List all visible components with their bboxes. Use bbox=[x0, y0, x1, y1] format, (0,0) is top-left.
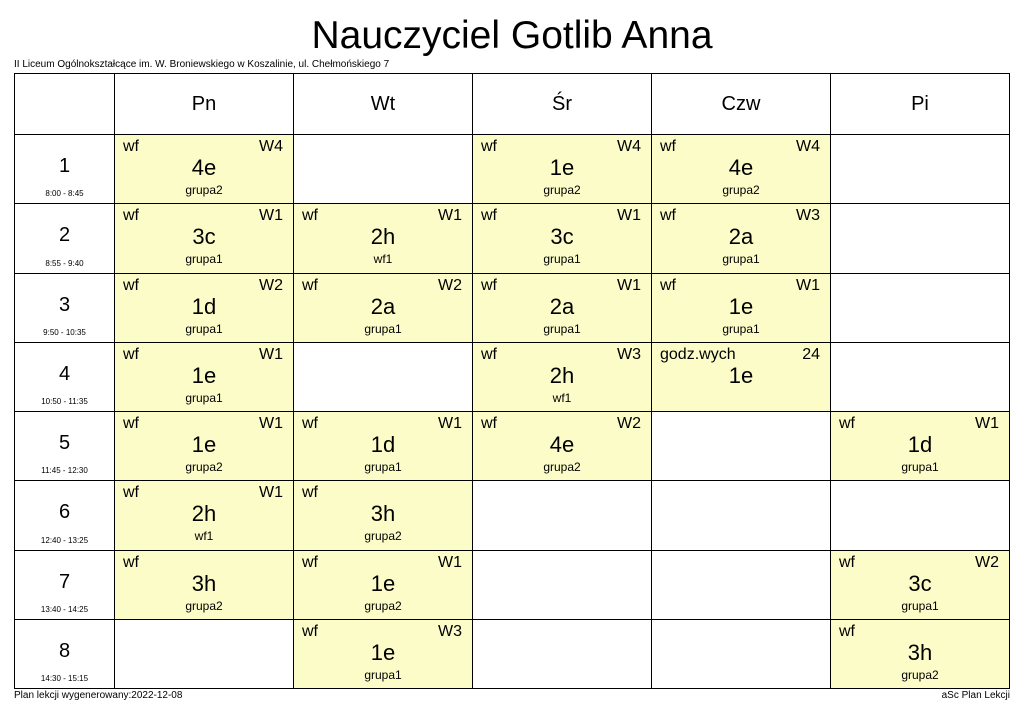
empty-cell bbox=[294, 342, 473, 411]
lesson-cell bbox=[115, 550, 294, 619]
lesson-room: W2 bbox=[617, 415, 641, 432]
period-time: 10:50 - 11:35 bbox=[41, 397, 88, 406]
lesson-subject: wf bbox=[839, 553, 855, 571]
lesson-cell bbox=[473, 342, 652, 411]
period-time: 12:40 - 13:25 bbox=[40, 535, 89, 545]
period-number: 5 bbox=[58, 432, 71, 454]
lesson-group: grupa2 bbox=[364, 598, 402, 613]
empty-cell bbox=[831, 481, 1010, 550]
lesson-group: wf1 bbox=[194, 529, 214, 544]
lesson-cell bbox=[115, 135, 294, 204]
lesson-cell bbox=[652, 204, 831, 273]
lesson-room: 24 bbox=[802, 345, 820, 363]
lesson-subject: wf bbox=[481, 415, 497, 432]
lesson-group: grupa2 bbox=[185, 183, 223, 197]
period-cell bbox=[15, 273, 115, 342]
lesson-group: grupa2 bbox=[901, 667, 939, 682]
lesson-class: 2a bbox=[549, 293, 575, 319]
lesson-subject: wf bbox=[839, 622, 855, 640]
lesson-class: 3c bbox=[192, 224, 216, 250]
lesson-class: 1e bbox=[370, 639, 396, 665]
school-name: II Liceum Ogólnokształcące im. W. Broniewskiego w Koszalinie, ul. Chełmońskiego 7 bbox=[14, 59, 390, 70]
lesson-cell bbox=[115, 273, 294, 342]
empty-cell bbox=[473, 619, 652, 688]
day-header: Czw bbox=[652, 74, 831, 135]
lesson-cell bbox=[294, 273, 473, 342]
lesson-group: grupa2 bbox=[364, 529, 402, 544]
lesson-room: W4 bbox=[617, 138, 641, 155]
period-number: 4 bbox=[58, 362, 71, 385]
lesson-class: 3c bbox=[908, 570, 932, 596]
empty-cell bbox=[652, 550, 831, 619]
lesson-room: W1 bbox=[438, 207, 462, 225]
lesson-subject: godz.wych bbox=[660, 345, 736, 363]
timetable bbox=[14, 73, 1010, 689]
lesson-subject: wf bbox=[302, 553, 318, 571]
lesson-cell bbox=[115, 412, 294, 481]
lesson-group: grupa1 bbox=[543, 321, 581, 336]
period-time: 14:30 - 15:15 bbox=[40, 674, 89, 683]
lesson-room: W1 bbox=[617, 207, 641, 225]
lesson-class: 4e bbox=[728, 155, 754, 180]
lesson-subject: wf bbox=[481, 276, 497, 294]
lesson-subject: wf bbox=[302, 207, 318, 225]
empty-cell bbox=[115, 619, 294, 688]
lesson-cell bbox=[115, 342, 294, 411]
lesson-class: 1e bbox=[191, 362, 217, 388]
lesson-room: W2 bbox=[438, 276, 462, 294]
empty-cell bbox=[294, 135, 473, 204]
lesson-class: 3h bbox=[370, 501, 396, 527]
period-time: 13:40 - 14:25 bbox=[40, 604, 89, 614]
lesson-group: wf1 bbox=[552, 390, 572, 405]
lesson-cell bbox=[652, 273, 831, 342]
lesson-subject: wf bbox=[481, 207, 497, 225]
lesson-group: grupa1 bbox=[901, 598, 939, 613]
lesson-room: W1 bbox=[259, 345, 283, 363]
lesson-cell bbox=[831, 619, 1010, 688]
lesson-cell bbox=[473, 204, 652, 273]
lesson-room: W4 bbox=[259, 138, 283, 155]
period-row bbox=[15, 342, 1010, 411]
lesson-subject: wf bbox=[123, 415, 139, 432]
generated-date: Plan lekcji wygenerowany:2022-12-08 bbox=[14, 690, 183, 701]
period-row bbox=[15, 135, 1010, 204]
empty-cell bbox=[831, 342, 1010, 411]
lesson-group: grupa1 bbox=[364, 321, 402, 336]
lesson-group: grupa2 bbox=[543, 460, 581, 474]
period-cell bbox=[15, 550, 115, 619]
lesson-subject: wf bbox=[660, 207, 676, 225]
lesson-cell bbox=[294, 550, 473, 619]
lesson-group: grupa1 bbox=[185, 252, 223, 267]
lesson-class: 4e bbox=[191, 155, 217, 180]
period-row bbox=[15, 481, 1010, 550]
lesson-cell bbox=[115, 481, 294, 550]
lesson-class: 1d bbox=[370, 432, 396, 457]
empty-cell bbox=[652, 481, 831, 550]
empty-cell bbox=[652, 412, 831, 481]
lesson-group: grupa2 bbox=[543, 183, 581, 197]
day-header: Pn bbox=[115, 74, 294, 135]
lesson-class: 3h bbox=[191, 570, 217, 596]
lesson-class: 2h bbox=[370, 224, 396, 250]
lesson-subject: wf bbox=[123, 345, 139, 363]
lesson-room: W1 bbox=[259, 207, 283, 225]
lesson-class: 1e bbox=[728, 362, 754, 388]
lesson-room: W1 bbox=[975, 415, 999, 432]
lesson-subject: wf bbox=[481, 138, 497, 155]
lesson-class: 1e bbox=[370, 570, 396, 596]
lesson-subject: wf bbox=[123, 207, 139, 225]
lesson-subject: wf bbox=[302, 484, 318, 502]
lesson-cell bbox=[473, 135, 652, 204]
lesson-room: W3 bbox=[617, 345, 641, 363]
lesson-cell bbox=[652, 342, 831, 411]
period-number: 7 bbox=[58, 570, 71, 593]
empty-cell bbox=[652, 619, 831, 688]
lesson-cell bbox=[294, 204, 473, 273]
lesson-group: grupa1 bbox=[364, 667, 402, 682]
period-cell bbox=[15, 342, 115, 411]
lesson-subject: wf bbox=[660, 138, 676, 155]
period-cell bbox=[15, 135, 115, 204]
lesson-group: grupa1 bbox=[543, 252, 581, 267]
empty-cell bbox=[473, 550, 652, 619]
period-number: 1 bbox=[58, 155, 71, 177]
lesson-group: grupa2 bbox=[185, 598, 223, 613]
lesson-group: grupa2 bbox=[722, 183, 760, 197]
lesson-group: grupa1 bbox=[722, 252, 760, 267]
lesson-subject: wf bbox=[302, 622, 318, 640]
day-header: Pi bbox=[831, 74, 1010, 135]
lesson-group: grupa1 bbox=[722, 321, 760, 336]
lesson-class: 2a bbox=[728, 224, 754, 250]
lesson-class: 3h bbox=[907, 639, 933, 665]
lesson-cell bbox=[294, 412, 473, 481]
empty-cell bbox=[831, 273, 1010, 342]
period-cell bbox=[15, 619, 115, 688]
generator-name: aSc Plan Lekcji bbox=[941, 690, 1010, 701]
lesson-cell bbox=[831, 550, 1010, 619]
lesson-cell bbox=[294, 619, 473, 688]
lesson-cell bbox=[473, 412, 652, 481]
lesson-subject: wf bbox=[481, 345, 497, 363]
day-header-row bbox=[15, 74, 1010, 135]
corner-cell bbox=[15, 74, 115, 135]
lesson-room: W1 bbox=[617, 276, 641, 294]
lesson-group: grupa1 bbox=[364, 460, 402, 474]
page-title: Nauczyciel Gotlib Anna bbox=[311, 14, 713, 57]
lesson-class: 1d bbox=[191, 293, 217, 319]
lesson-room: W1 bbox=[796, 276, 820, 294]
lesson-cell bbox=[473, 273, 652, 342]
lesson-subject: wf bbox=[302, 276, 318, 294]
period-row bbox=[15, 550, 1010, 619]
lesson-room: W4 bbox=[796, 138, 820, 155]
period-time: 8:55 - 9:40 bbox=[45, 258, 84, 268]
lesson-cell bbox=[652, 135, 831, 204]
lesson-room: W2 bbox=[975, 553, 999, 571]
period-row bbox=[15, 619, 1010, 688]
lesson-class: 2h bbox=[549, 362, 575, 388]
period-cell bbox=[15, 481, 115, 550]
lesson-subject: wf bbox=[123, 138, 139, 155]
period-time: 11:45 - 12:30 bbox=[41, 466, 88, 476]
lesson-room: W2 bbox=[259, 276, 283, 294]
lesson-room: W1 bbox=[438, 415, 462, 432]
day-header: Śr bbox=[473, 74, 652, 135]
lesson-room: W1 bbox=[259, 415, 283, 432]
empty-cell bbox=[831, 135, 1010, 204]
lesson-subject: wf bbox=[660, 276, 676, 294]
lesson-group: grupa2 bbox=[185, 460, 223, 474]
period-number: 6 bbox=[58, 501, 71, 524]
lesson-class: 1e bbox=[728, 293, 754, 319]
period-time: 8:00 - 8:45 bbox=[45, 189, 84, 199]
lesson-class: 1d bbox=[907, 432, 933, 457]
period-row bbox=[15, 412, 1010, 481]
lesson-room: W3 bbox=[796, 207, 820, 225]
period-number: 3 bbox=[58, 293, 71, 316]
lesson-group: grupa1 bbox=[185, 390, 223, 405]
lesson-class: 4e bbox=[549, 432, 575, 457]
period-row bbox=[15, 204, 1010, 273]
lesson-cell bbox=[294, 481, 473, 550]
lesson-room: W1 bbox=[438, 553, 462, 571]
period-row bbox=[15, 273, 1010, 342]
period-number: 8 bbox=[58, 639, 71, 662]
lesson-cell bbox=[115, 204, 294, 273]
lesson-subject: wf bbox=[123, 484, 139, 502]
lesson-room: W1 bbox=[259, 484, 283, 502]
lesson-subject: wf bbox=[123, 276, 139, 294]
lesson-room: W3 bbox=[438, 622, 462, 640]
empty-cell bbox=[473, 481, 652, 550]
period-time: 9:50 - 10:35 bbox=[43, 327, 86, 337]
period-cell bbox=[15, 412, 115, 481]
lesson-cell bbox=[831, 412, 1010, 481]
lesson-group: grupa1 bbox=[901, 460, 939, 474]
period-number: 2 bbox=[58, 224, 71, 247]
lesson-subject: wf bbox=[123, 553, 139, 571]
day-header: Wt bbox=[294, 74, 473, 135]
lesson-group: grupa1 bbox=[185, 321, 223, 336]
lesson-class: 2h bbox=[191, 501, 217, 527]
lesson-group: wf1 bbox=[373, 252, 393, 267]
lesson-subject: wf bbox=[839, 415, 855, 432]
lesson-class: 1e bbox=[191, 432, 217, 457]
empty-cell bbox=[831, 204, 1010, 273]
period-cell bbox=[15, 204, 115, 273]
lesson-class: 2a bbox=[370, 293, 396, 319]
lesson-class: 3c bbox=[550, 224, 574, 250]
lesson-subject: wf bbox=[302, 415, 318, 432]
lesson-class: 1e bbox=[549, 155, 575, 180]
